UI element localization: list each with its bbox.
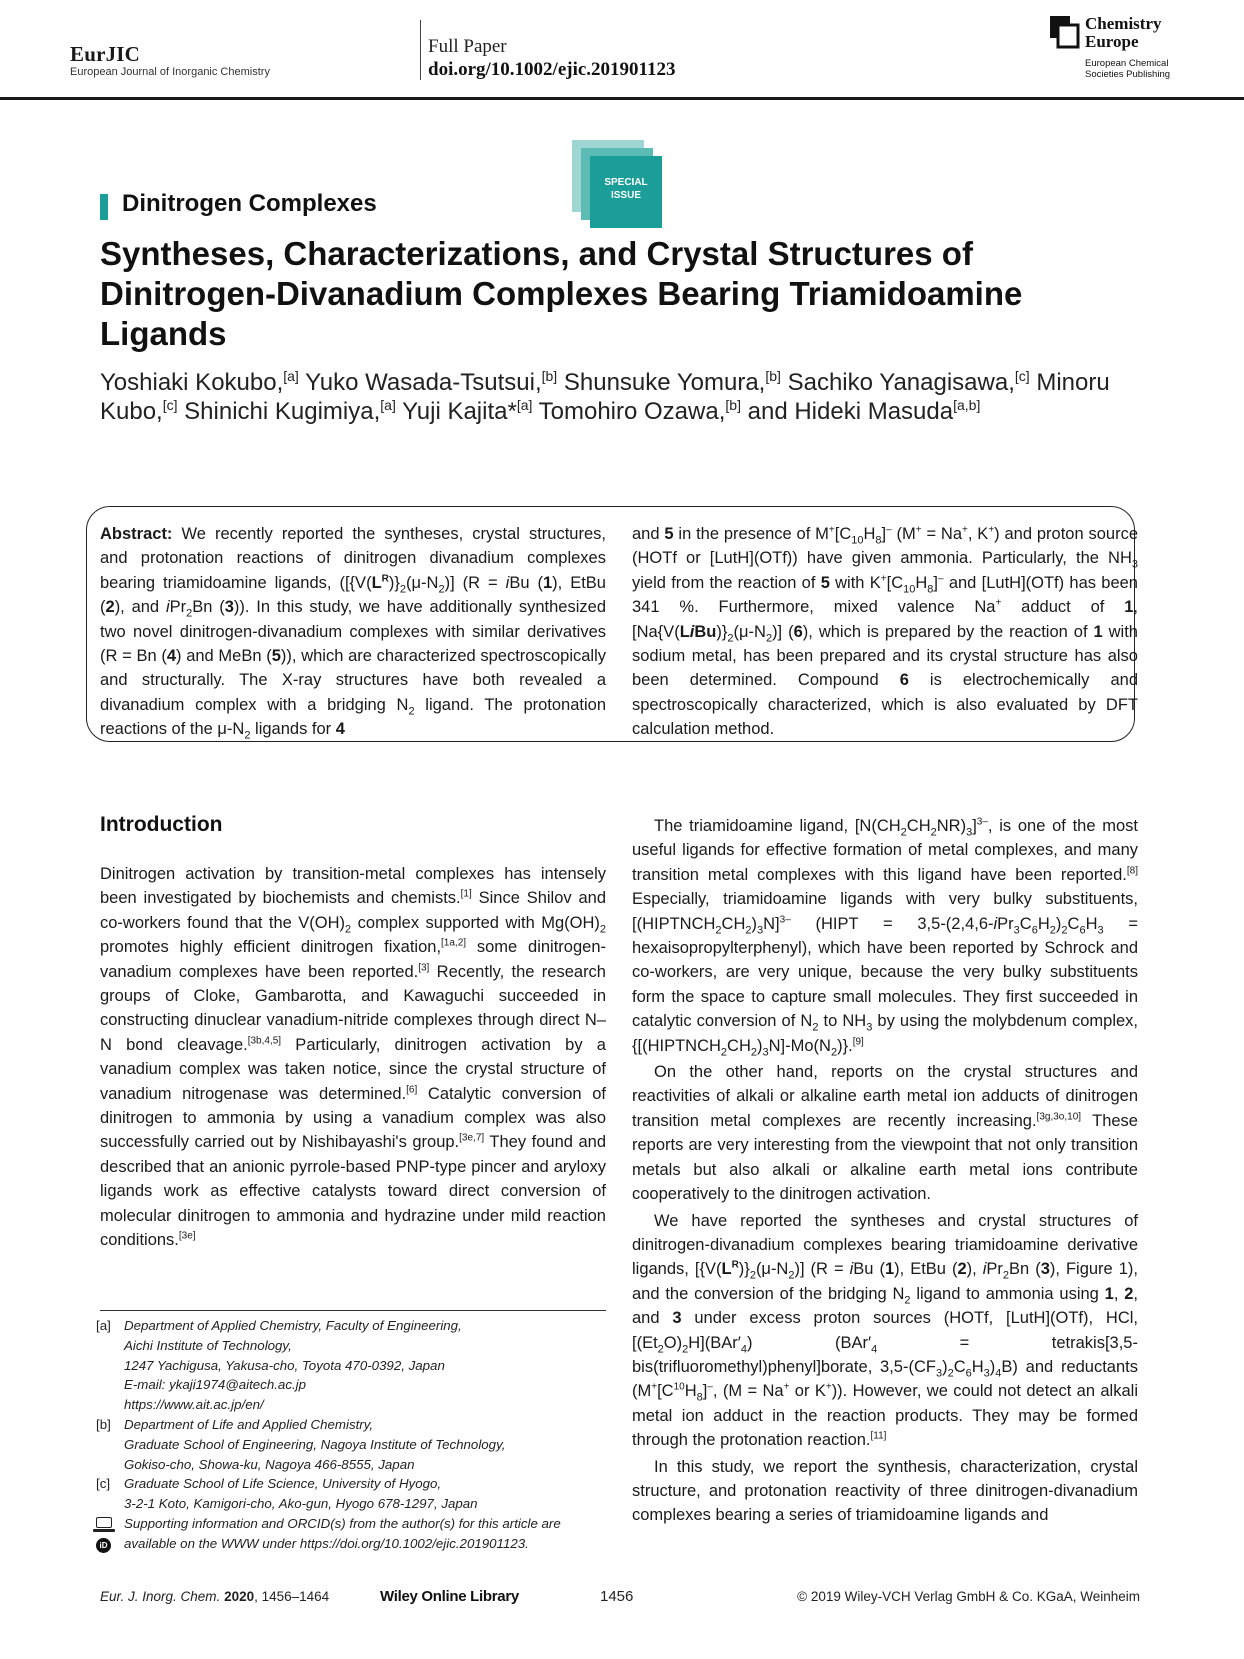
orcid-icon: iD <box>96 1538 111 1553</box>
section-tag-bar <box>100 194 108 220</box>
wiley-online-library-logo[interactable]: Wiley Online Library <box>380 1588 519 1605</box>
special-issue-badge[interactable] <box>572 140 664 228</box>
footnote-line: Gokiso-cho, Showa-ku, Nagoya 466-8555, Japan <box>124 1456 415 1472</box>
special-issue-label: SPECIAL ISSUE <box>604 177 648 201</box>
abstract-text-left: We recently reported the syntheses, crystal structures, and protonation reactions of dinitrogen divanadium complexes bearing triamidoamine ligands, ($[\{V(L^R)\}_2(\mu-N_2)] (R$ = iBu (1), EtBu (2), and iPr$_2$Bn (3)). In this study, we have additionally synthesized two novel dinitrogen-divanadium complexes with similar derivatives (R = Bn (4) and MeBn (5)), which are characterized spectroscopically and structurally. The X-ray structures have both revealed a divanadium complex with a bridging $N_2$ ligand. The protonation reactions of the $\mu-N_2$ ligands for 4 <box>100 525 607 742</box>
abstract-right-column: and 5 in the presence of $M^+[C_{10}H_8]^-$ (M+ = Na+, K+) and proton source (HOTf or [LutH](OTf)) have given ammonia. Particularly, the $NH_3$ yield from the reaction of 5 with $K^+[C_{10}H_8]^-$ and [LutH](OTf) has been 341 %. Furthermore, mixed valence Na+ adduct of 1, $[Na\{V(LiBu)\}_2(\mu-N_2)]$ (6), which is prepared by the reaction of 1 with sodium metal, has been prepared and its crystal structure has also been determined. Compound 6 is electrochemically and spectroscopically characterized, which is also evaluated by DFT calculation method. <box>632 524 1138 739</box>
footnote-line: Aichi Institute of Technology, <box>124 1337 292 1353</box>
footnote-supporting-info <box>96 1514 616 1554</box>
doi-link[interactable]: doi.org/10.1002/ejic.201901123 <box>428 59 676 80</box>
footer-citation: Eur. J. Inorg. Chem. 2020, 1456–1464 <box>100 1589 330 1604</box>
footnote-line: Department of Applied Chemistry, Faculty of Engineering, <box>124 1318 462 1333</box>
journal-full-name: European Journal of Inorganic Chemistry <box>70 66 270 78</box>
journal-abbreviation: EurJIC <box>70 42 141 66</box>
article-type: Full Paper <box>428 36 507 57</box>
paper-title: Syntheses, Characterizations, and Crystal Structures of Dinitrogen-Divanadium Complexes Bearing Triamidoamine Ligands <box>100 235 1023 352</box>
footnote-b <box>96 1415 616 1474</box>
footnote-line: Graduate School of Life Science, University of Hyogo, <box>124 1476 442 1492</box>
chemistry-europe-logo-icon <box>1050 16 1080 50</box>
body-right-column: The triamidoamine ligand, $[N(CH_2CH_2NR)_3]^{3-}$, is one of the most useful ligands for effective formation of metal complexes, and many transition metal complexes with this ligand have been reported.[8] Especially, triamidoamine ligands with very bulky substituents, $[(HIPTNCH_2CH_2)_3N]^{3-}$ (HIPT = $3,5-(2,4,6-iPr_3C_6H_2)_2C_6H_3$ = hexaisopropylterphenyl), which have been reported by Schrock and co-workers, are very unique, because the very bulky substituents form the space to capture small molecules. They first succeeded in catalytic conversion of $N_2$ to $NH_3$ by using the molybdenum complex, $\{[(HIPTNCH_2CH_2)_3N]-Mo(N_2)\}.[9]$ On the other hand, reports on the crystal structures and reactivities of alkali or alkaline earth metal ion adducts of dinitrogen transition metal complexes are recently increasing.[3g,3o,10] These reports are very interesting from the viewpoint that not only transition metals but also alkali or alkaline earth metal ions contribute cooperatively to the dinitrogen activation. We have reported the syntheses and crystal structures of dinitrogen-divanadium complexes bearing triamidoamine derivative ligands, $[\{V(L^R)\}_2(\mu-N_2)] (R$ = iBu (1), EtBu (2), iPr$_2$Bn (3), Figure 1), and the conversion of the bridging $N_2$ ligand to ammonia using 1, 2, and 3 under excess proton sources (HOTf, [LutH](OTf), HCl, $[(Et_2O)_2H](BAr'_4) (BAr'_4$ = tetrakis[3,5-bis(trifluoromethyl)phenyl]borate, $3,5-(CF_3)_2C_6H_3)_4B$) and reductants ($M^+[C^{10}H_8]^-$, (M = Na+ or K+)). However, we could not detect an alkali metal ion adduct in the reaction products. They may be formed through the protonation reaction.[11] In this study, we report the synthesis, characterization, crystal structure, and protonation reactivity of three dinitrogen-divanadium complexes bearing a series of triamidoamine ligands and <box>632 816 1139 1525</box>
laptop-icon <box>96 1517 112 1528</box>
footnote-supporting-link[interactable]: available on the WWW under https://doi.org/10.1002/ejic.201901123. <box>124 1535 529 1551</box>
footnote-rule <box>100 1310 606 1311</box>
footnote-email[interactable]: E-mail: ykaji1974@aitech.ac.jp <box>124 1377 307 1393</box>
publisher-subtitle: European Chemical Societies Publishing <box>1085 58 1171 80</box>
abstract-left-column <box>100 522 606 742</box>
introduction-heading: Introduction <box>100 813 223 836</box>
footnote-line: Graduate School of Engineering, Nagoya Institute of Technology, <box>124 1436 506 1452</box>
header-divider <box>420 20 421 80</box>
abstract-label: Abstract: <box>100 525 173 543</box>
footnote-mark: [a] <box>96 1318 111 1333</box>
header-rule <box>0 97 1244 100</box>
publisher-name: Chemistry Europe <box>1085 14 1162 51</box>
footnote-c <box>96 1474 616 1514</box>
footnote-mark: [c] <box>96 1476 111 1492</box>
footnote-line: 1247 Yachigusa, Yakusa-cho, Toyota 470-0392, Japan <box>124 1357 445 1373</box>
author-list: Yoshiaki Kokubo,[a] Yuko Wasada-Tsutsui,[b] Shunsuke Yomura,[b] Sachiko Yanagisawa,[c] Minoru Kubo,[c] Shinichi Kugimiya,[a] Yuji Kajita*[a] Tomohiro Ozawa,[b] and Hideki Masuda[a,b] <box>100 368 1110 425</box>
footnote-line: Department of Life and Applied Chemistry, <box>124 1416 374 1432</box>
footnote-line: Supporting information and ORCID(s) from the author(s) for this article are <box>124 1515 561 1531</box>
footnote-line: 3-2-1 Koto, Kamigori-cho, Ako-gun, Hyogo 678-1297, Japan <box>124 1496 478 1512</box>
footnote-url[interactable]: https://www.ait.ac.jp/en/ <box>124 1397 264 1413</box>
copyright-notice: © 2019 Wiley-VCH Verlag GmbH & Co. KGaA, Weinheim <box>797 1589 1140 1604</box>
affiliation-footnotes <box>96 1316 616 1554</box>
section-tag: Dinitrogen Complexes <box>122 190 377 217</box>
page-number: 1456 <box>600 1588 634 1605</box>
footnote-a <box>96 1316 616 1415</box>
body-left-column: Dinitrogen activation by transition-metal complexes has intensely been investigated by biochemists and chemists.[1] Since Shilov and co-workers found that the $V(OH)_2$ complex supported with $Mg(OH)_2$ promotes highly efficient dinitrogen fixation,[1a,2] some dinitrogen-vanadium complexes have been reported.[3] Recently, the research groups of Cloke, Gambarotta, and Kawaguchi succeeded in constructing dinuclear vanadium-nitride complexes through direct N–N bond cleavage.[3b,4,5] Particularly, dinitrogen activation by a vanadium complex was taken notice, since the crystal structure of vanadium nitrogenase was determined.[6] Catalytic conversion of dinitrogen to ammonia by using a vanadium complex was also successfully carried out by Nishibayashi's group.[3e,7] They found and described that an anionic pyrrole-based PNP-type pincer and aryloxy ligands work as effective catalysts toward direct conversion of molecular dinitrogen to ammonia and hydrazine under mild reaction conditions.[3e] <box>100 865 606 1250</box>
footnote-mark: [b] <box>96 1416 111 1432</box>
